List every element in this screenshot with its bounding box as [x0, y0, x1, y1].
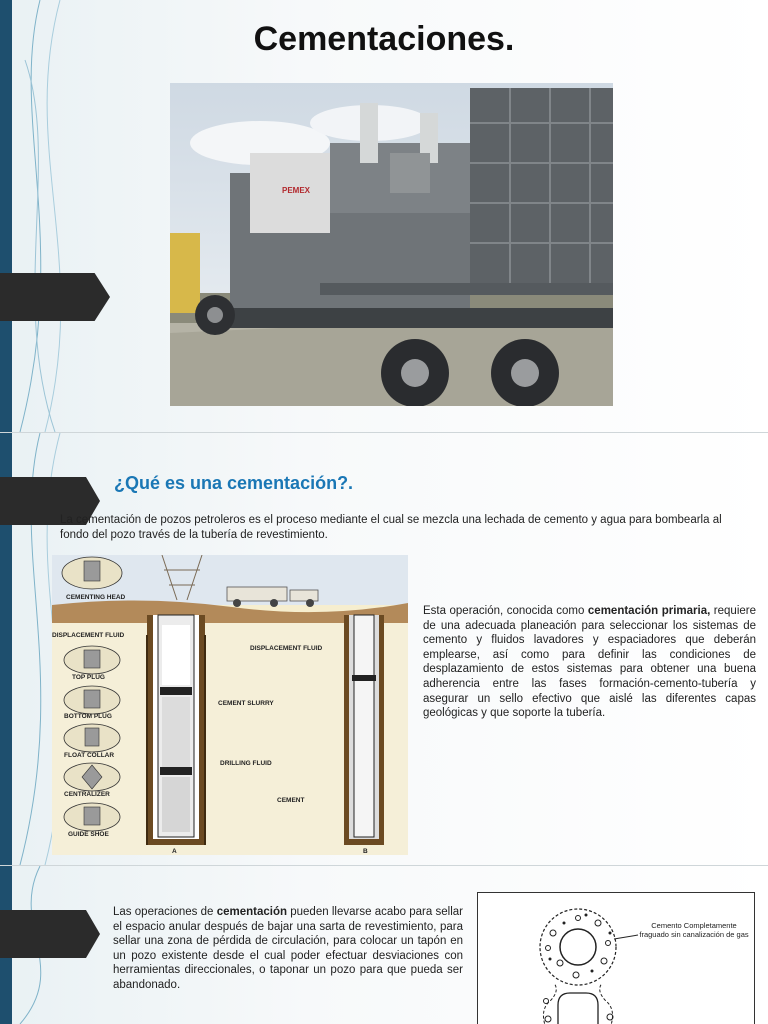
- arrow-marker: [0, 910, 100, 958]
- slide-title: [0, 0, 768, 432]
- pemex-logo-text: PEMEX: [282, 186, 311, 195]
- label-a: A: [172, 848, 177, 855]
- page-title: Cementaciones.: [253, 20, 515, 58]
- section-heading: ¿Qué es una cementación?.: [114, 473, 354, 493]
- operations-paragraph: Las operaciones de cementación pueden llevarse acabo para sellar el espacio anular después de bajar una sarta de revestimiento, para sellar una zona de pérdida de circulación, para colocar un tapón en un pozo existente desde el cual poder efectuar desviaciones con herramientas direccionales, o taponar un pozo para que pueda ser abandonado.: [113, 906, 463, 991]
- cement-cross-section-figure: [477, 892, 755, 1024]
- slide-definition: [0, 433, 768, 865]
- bold-term: cementación primaria,: [587, 605, 711, 617]
- label-centralizer: CENTRALIZER: [64, 791, 110, 798]
- label-drilling-fluid: DRILLING FLUID: [220, 760, 272, 767]
- side-bar: [0, 0, 12, 432]
- label-displacement-fluid-right: DISPLACEMENT FLUID: [250, 645, 323, 652]
- figure-caption: Cemento Completamente fraguado sin canalización de gas: [639, 921, 749, 939]
- cementing-truck-photo: [170, 83, 613, 406]
- label-bottom-plug: BOTTOM PLUG: [64, 713, 112, 720]
- decorative-swirl: [0, 0, 180, 432]
- intro-paragraph: La cementación de pozos petroleros es el proceso mediante el cual se mezcla una lechada de cemento y agua para bombearla al fondo del pozo través de la tubería de revestimiento.: [60, 514, 722, 541]
- label-cement: CEMENT: [277, 797, 305, 804]
- cementing-diagram: [52, 555, 408, 855]
- label-guide-shoe: GUIDE SHOE: [68, 831, 109, 838]
- label-top-plug: TOP PLUG: [72, 674, 105, 681]
- label-b: B: [363, 848, 368, 855]
- primary-cementing-paragraph: Esta operación, conocida como cementación primaria, requiere de una adecuada planeación para seleccionar los sistemas de cemento y fluidos lavadores y espaciadores que deberán emplearse, así como para definir las condiciones de desplazamiento de estos sistemas para obtener una buena adherencia entre las fases formación-cemento-tubería y asegurar un sello efectivo que aislé las diferentes capas geológicas y que soporte la tubería.: [423, 605, 756, 720]
- label-displacement-fluid: DISPLACEMENT FLUID: [52, 632, 125, 639]
- label-cement-slurry: CEMENT SLURRY: [218, 700, 274, 707]
- slide-operations: [0, 866, 768, 1024]
- bold-term: cementación: [216, 906, 287, 918]
- arrow-marker: [0, 273, 110, 321]
- label-cementing-head: CEMENTING HEAD: [66, 594, 126, 601]
- label-float-collar: FLOAT COLLAR: [64, 752, 115, 759]
